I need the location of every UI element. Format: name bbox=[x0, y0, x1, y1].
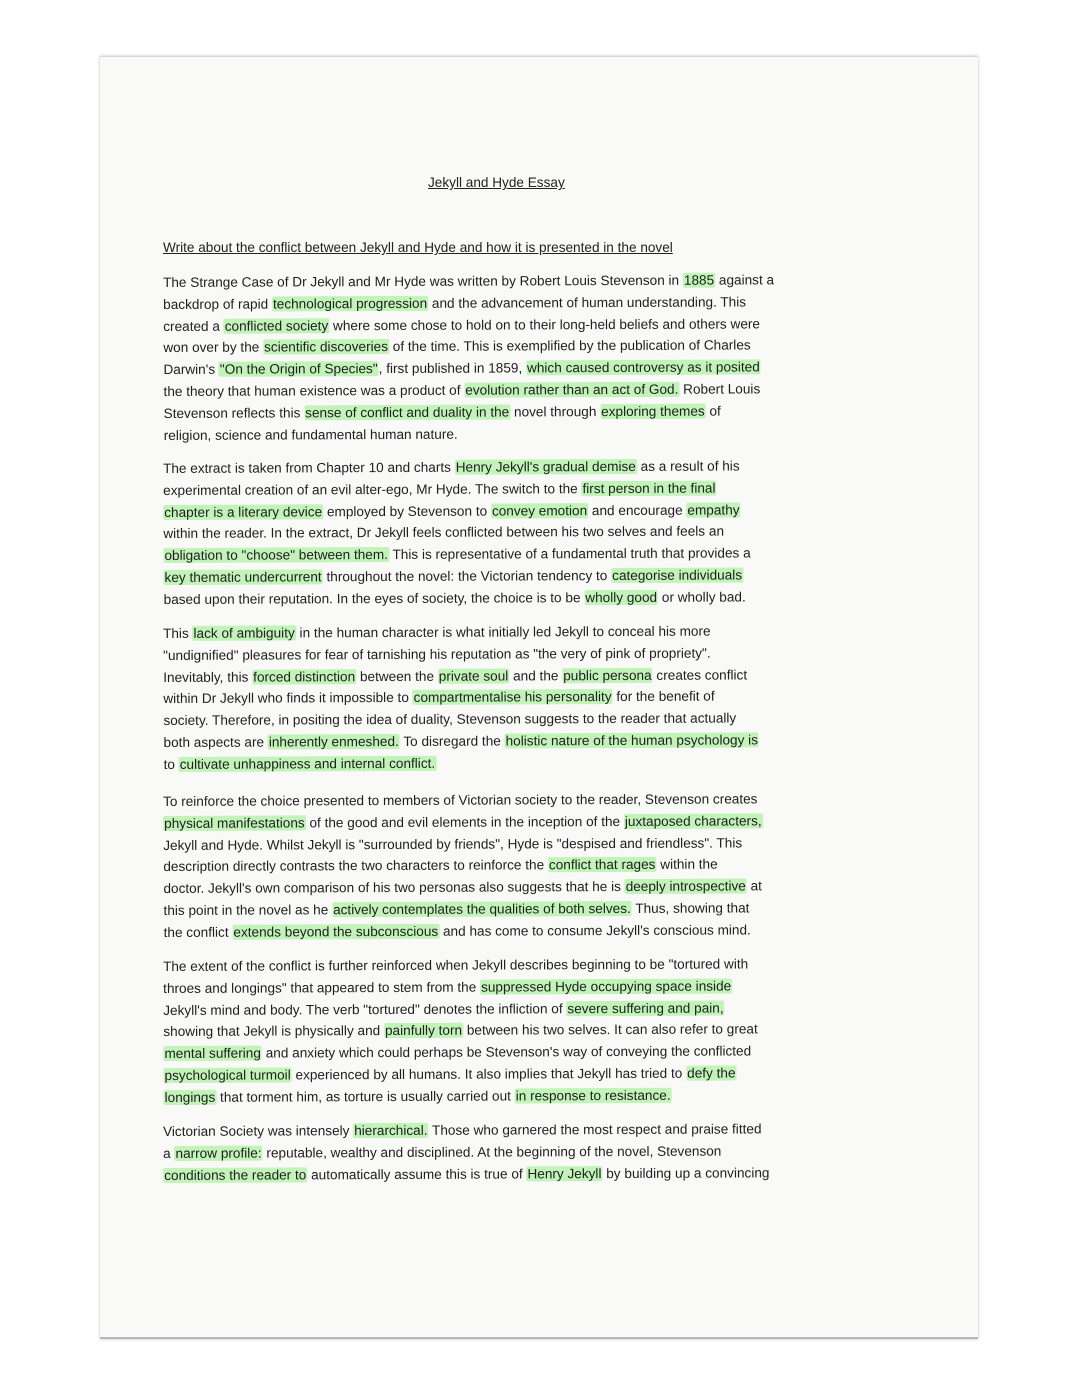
text-segment: Jekyll's mind and body. The verb "tortured" denotes the infliction of bbox=[163, 1000, 567, 1018]
highlighted-text: conflicted society bbox=[224, 317, 329, 334]
text-segment: between his two selves. It can also refer to great bbox=[463, 1021, 758, 1039]
text-line bbox=[163, 642, 843, 667]
text-segment: Those who garnered the most respect and praise fitted bbox=[428, 1121, 762, 1138]
text-segment: of the good and evil elements in the inception of the bbox=[305, 813, 624, 831]
highlighted-text: severe suffering and pain, bbox=[567, 1000, 724, 1016]
text-segment: at bbox=[746, 878, 762, 894]
highlighted-text: sense of conflict and duality in the bbox=[305, 404, 510, 421]
text-segment: This is representative of a fundamental truth that provides a bbox=[388, 545, 751, 563]
essay-title: Jekyll and Hyde Essay bbox=[428, 175, 565, 190]
text-segment: the theory that human existence was a product of bbox=[163, 382, 465, 399]
text-segment: of bbox=[705, 403, 721, 419]
text-segment: as a result of his bbox=[636, 458, 740, 474]
text-line bbox=[163, 620, 843, 645]
text-line bbox=[163, 1118, 843, 1143]
text-segment: To disregard the bbox=[399, 733, 505, 749]
text-line bbox=[163, 291, 843, 316]
highlighted-text: actively contemplates the qualities of both selves. bbox=[333, 900, 631, 918]
text-line bbox=[164, 1084, 844, 1109]
text-line bbox=[163, 455, 843, 480]
text-segment: within Dr Jekyll who finds it impossible to bbox=[163, 690, 413, 707]
text-segment: in the human character is what initially led Jekyll to conceal his more bbox=[295, 623, 711, 641]
text-line bbox=[163, 477, 843, 502]
text-segment: Thus, showing that bbox=[631, 900, 750, 916]
text-segment: To reinforce the choice presented to members of Victorian society to the reader, Stevenson creates bbox=[163, 791, 758, 809]
highlighted-text: deeply introspective bbox=[625, 878, 746, 895]
text-segment: creates conflict bbox=[652, 667, 748, 683]
text-segment: this point in the novel as he bbox=[163, 902, 333, 918]
text-line bbox=[163, 997, 843, 1022]
highlighted-text: hierarchical. bbox=[354, 1122, 428, 1139]
text-segment: society. Therefore, in positing the idea of duality, Stevenson suggests to the reader that actually bbox=[163, 710, 737, 729]
text-segment: within the reader. In the extract, Dr Jekyll feels conflicted between his two selves and feels an bbox=[163, 523, 725, 542]
text-segment: religion, science and fundamental human nature. bbox=[163, 426, 458, 443]
text-line bbox=[163, 313, 843, 338]
text-segment: and the bbox=[509, 667, 563, 684]
highlighted-text: Henry Jekyll bbox=[527, 1165, 602, 1182]
text-segment: Robert Louis bbox=[679, 381, 761, 397]
text-segment: of the time. This is exemplified by the publication of Charles bbox=[388, 337, 751, 355]
highlighted-text: mental suffering bbox=[164, 1045, 261, 1062]
highlighted-text: 1885 bbox=[683, 272, 715, 288]
text-segment: and anxiety which could perhaps be Stevenson's way of conveying the conflicted bbox=[261, 1043, 752, 1061]
text-segment: "undignified" pleasures for fear of tarnishing his reputation as "the very of pink of propriety". bbox=[163, 645, 711, 663]
highlighted-text: empathy bbox=[687, 502, 740, 518]
highlighted-text: longings bbox=[164, 1089, 216, 1105]
text-segment: to bbox=[163, 756, 179, 772]
highlighted-text: conditions the reader to bbox=[164, 1166, 307, 1183]
essay-question: Write about the conflict between Jekyll and Hyde and how it is presented in the novel bbox=[163, 240, 673, 255]
text-line bbox=[163, 788, 843, 813]
highlighted-text: key thematic undercurrent bbox=[164, 569, 322, 585]
highlighted-text: which caused controversy as it posited bbox=[526, 359, 760, 376]
text-segment: won over by the bbox=[163, 339, 264, 356]
text-line bbox=[163, 953, 843, 978]
text-line bbox=[163, 269, 843, 294]
highlighted-text: "On the Origin of Species" bbox=[219, 361, 378, 377]
highlighted-text: chapter is a literary device bbox=[164, 503, 323, 520]
text-line bbox=[164, 751, 844, 776]
text-segment: doctor. Jekyll's own comparison of his two personas also suggests that he is bbox=[163, 879, 625, 897]
text-segment: and the advancement of human understanding. This bbox=[428, 294, 747, 311]
text-segment: The Strange Case of Dr Jekyll and Mr Hyde was written by Robert Louis Stevenson in bbox=[163, 272, 683, 290]
paragraph-2 bbox=[163, 455, 844, 611]
text-segment: between the bbox=[356, 668, 438, 684]
highlighted-text: in response to resistance. bbox=[515, 1087, 671, 1104]
text-segment: and encourage bbox=[588, 502, 687, 518]
text-segment: The extract is taken from Chapter 10 and charts bbox=[163, 459, 455, 476]
text-line bbox=[163, 1140, 843, 1165]
highlighted-text: suppressed Hyde occupying space inside bbox=[481, 978, 732, 995]
highlighted-text: conflict that rages bbox=[548, 857, 656, 873]
highlighted-text: first person in the final bbox=[582, 480, 716, 496]
highlighted-text: inherently enmeshed. bbox=[268, 733, 399, 750]
text-segment: for the benefit of bbox=[612, 688, 715, 705]
text-line bbox=[163, 810, 843, 835]
text-segment: or wholly bad. bbox=[658, 589, 746, 605]
paragraph-5 bbox=[163, 953, 844, 1109]
highlighted-text: compartmentalise his personality bbox=[413, 689, 612, 706]
text-line bbox=[163, 1062, 843, 1087]
text-segment: both aspects are bbox=[163, 734, 268, 750]
paragraph-6 bbox=[163, 1118, 843, 1186]
text-line bbox=[163, 707, 843, 732]
text-segment: Stevenson reflects this bbox=[163, 405, 305, 421]
text-segment: by building up a convincing bbox=[602, 1164, 770, 1181]
highlighted-text: public persona bbox=[563, 667, 652, 683]
text-line bbox=[163, 542, 843, 567]
text-line bbox=[163, 897, 843, 922]
text-line bbox=[163, 975, 843, 1000]
highlighted-text: technological progression bbox=[272, 295, 428, 312]
text-segment: a bbox=[163, 1145, 175, 1161]
text-segment: description directly contrasts the two characters to reinforce the bbox=[163, 857, 548, 875]
paragraph-1 bbox=[163, 269, 844, 446]
highlighted-text: convey emotion bbox=[491, 502, 588, 519]
text-segment: the conflict bbox=[163, 924, 233, 940]
text-line bbox=[163, 378, 843, 403]
highlighted-text: scientific discoveries bbox=[264, 339, 389, 355]
text-segment: reputable, wealthy and disciplined. At the beginning of the novel, Stevenson bbox=[262, 1143, 722, 1161]
highlighted-text: exploring themes bbox=[601, 403, 705, 419]
text-segment: , first published in 1859, bbox=[378, 360, 527, 377]
text-segment: showing that Jekyll is physically and bbox=[163, 1023, 385, 1040]
text-line bbox=[164, 400, 844, 425]
text-segment: The extent of the conflict is further reinforced when Jekyll describes beginning to be "tortured with bbox=[163, 956, 749, 974]
highlighted-text: obligation to "choose" between them. bbox=[164, 547, 388, 564]
text-line bbox=[163, 875, 843, 900]
highlighted-text: extends beyond the subconscious bbox=[233, 923, 439, 940]
text-line bbox=[163, 832, 843, 857]
text-segment: created a bbox=[163, 318, 224, 334]
text-segment: employed by Stevenson to bbox=[323, 503, 491, 519]
essay-page bbox=[100, 56, 978, 1339]
highlighted-text: holistic nature of the human psychology is bbox=[505, 732, 759, 749]
text-line bbox=[163, 1162, 843, 1187]
text-segment: This bbox=[163, 625, 193, 641]
text-segment: throughout the novel: the Victorian tendency to bbox=[322, 568, 612, 585]
highlighted-text: Henry Jekyll's gradual demise bbox=[455, 458, 636, 475]
text-segment: Darwin's bbox=[163, 361, 219, 378]
text-line bbox=[163, 1018, 843, 1043]
highlighted-text: defy the bbox=[687, 1065, 736, 1081]
text-line bbox=[163, 729, 843, 754]
text-segment: where some chose to hold on to their long-held beliefs and others were bbox=[329, 315, 760, 333]
text-line bbox=[164, 919, 844, 944]
text-line bbox=[163, 520, 843, 545]
text-line bbox=[163, 499, 843, 524]
text-segment: against a bbox=[715, 272, 775, 288]
text-segment: Victorian Society was intensely bbox=[163, 1123, 354, 1139]
highlighted-text: juxtaposed characters, bbox=[624, 813, 762, 829]
highlighted-text: wholly good bbox=[585, 589, 658, 605]
text-segment: automatically assume this is true of bbox=[307, 1166, 527, 1182]
text-segment: experienced by all humans. It also implies that Jekyll has tried to bbox=[291, 1065, 687, 1083]
highlighted-text: physical manifestations bbox=[164, 815, 305, 831]
text-segment: that torment him, as torture is usually carried out bbox=[216, 1088, 515, 1105]
text-line bbox=[163, 356, 843, 381]
text-segment: Jekyll and Hyde. Whilst Jekyll is "surrounded by friends", Hyde is "despised and friendless". This bbox=[163, 835, 743, 853]
paragraph-4 bbox=[163, 788, 844, 944]
text-segment: throes and longings" that appeared to stem from the bbox=[163, 979, 481, 996]
highlighted-text: categorise individuals bbox=[612, 567, 743, 584]
highlighted-text: lack of ambiguity bbox=[193, 625, 295, 641]
text-line bbox=[163, 664, 843, 689]
highlighted-text: evolution rather than an act of God. bbox=[465, 381, 679, 398]
text-line bbox=[163, 853, 843, 878]
text-segment: based upon their reputation. In the eyes of society, the choice is to be bbox=[163, 589, 585, 607]
text-segment: Inevitably, this bbox=[163, 669, 253, 685]
text-line bbox=[164, 586, 844, 611]
text-segment: novel through bbox=[510, 403, 601, 420]
paragraph-3 bbox=[163, 620, 844, 776]
highlighted-text: cultivate unhappiness and internal conflict. bbox=[179, 755, 436, 772]
highlighted-text: psychological turmoil bbox=[164, 1067, 291, 1083]
text-line bbox=[163, 685, 843, 710]
text-segment: experimental creation of an evil alter-ego, Mr Hyde. The switch to the bbox=[163, 480, 582, 498]
text-line bbox=[163, 1040, 843, 1065]
highlighted-text: narrow profile: bbox=[175, 1145, 262, 1161]
text-segment: backdrop of rapid bbox=[163, 296, 273, 312]
highlighted-text: painfully torn bbox=[384, 1023, 463, 1039]
text-line bbox=[163, 564, 843, 589]
text-segment: within the bbox=[656, 856, 718, 873]
text-line bbox=[163, 334, 843, 359]
highlighted-text: private soul bbox=[438, 668, 509, 684]
text-line bbox=[164, 422, 844, 447]
highlighted-text: forced distinction bbox=[253, 668, 356, 685]
text-segment: and has come to consume Jekyll's conscious mind. bbox=[439, 922, 751, 939]
